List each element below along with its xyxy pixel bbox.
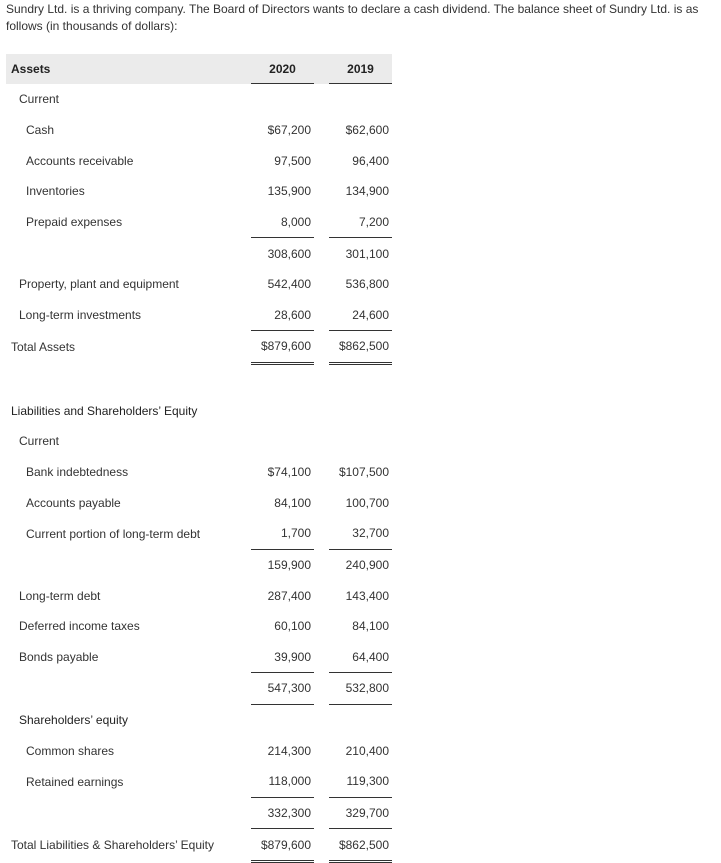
value-2019: 119,300 [329,766,392,797]
row-label: Accounts receivable [26,153,134,168]
row-label: Current portion of long-term debt [26,526,201,541]
value-2020: 159,900 [267,557,311,572]
row-label: Bank indebtedness [26,465,129,479]
value-2019: 32,700 [329,518,392,549]
row-label: Deferred income taxes [19,619,140,634]
value-2019: $62,600 [345,122,389,137]
value-2020: 542,400 [267,277,311,292]
table-row [6,487,392,518]
table-row [6,580,392,611]
value-2020: 287,400 [267,588,311,603]
total-row [6,331,392,364]
value-2020: 1,700 [251,518,314,549]
value-2020: 332,300 [251,797,314,829]
table-row [6,395,392,426]
table-row [6,518,392,549]
value-2020: 308,600 [267,246,311,261]
row-label: Prepaid expenses [26,215,123,230]
row-label: Common shares [26,743,115,758]
value-2019: 7,200 [329,207,392,238]
row-label: Long-term investments [19,308,142,323]
value-2020: 8,000 [251,207,314,238]
total-row [6,829,392,862]
value-2020: 84,100 [274,495,311,510]
row-label: Long-term debt [19,588,101,603]
value-2020: 135,900 [267,184,311,199]
value-2019: 210,400 [345,743,389,758]
value-2019: $862,500 [329,829,392,862]
value-2019: 532,800 [329,673,392,705]
total-assets-label: Total Assets [11,339,76,354]
table-row [6,207,392,238]
value-2020: 60,100 [274,619,311,634]
table-row [6,766,392,797]
table-row [6,426,392,457]
row-label: Property, plant and equipment [19,277,179,292]
equity-section-heading: Shareholders’ equity [19,712,128,727]
table-row [6,611,392,642]
table-row [6,115,392,146]
row-label: Retained earnings [26,774,124,789]
value-2020: $74,100 [267,465,311,479]
subtotal-row [6,797,392,829]
row-label: Cash [26,122,55,137]
value-2020: 39,900 [251,642,314,673]
assets-header: Assets [6,54,247,84]
subtotal-row [6,549,392,580]
value-2019: $107,500 [338,465,389,479]
row-label: Inventories [26,184,85,199]
intro-paragraph: Sundry Ltd. is a thriving company. The Board of Directors wants to declare a cash dividend. The balance sheet of Sundry Ltd. is as follows (in thousands of dollars): [6,2,699,33]
table-row [6,269,392,300]
value-2019: 100,700 [345,495,389,510]
value-2019: 329,700 [329,797,392,829]
value-2020: 547,300 [251,673,314,705]
table-row [6,642,392,673]
value-2019: 96,400 [352,153,389,168]
value-2019: 24,600 [329,299,392,330]
value-2019: 240,900 [345,557,389,572]
value-2020: 28,600 [251,299,314,330]
table-row [6,735,392,766]
year-2020-header: 2020 [251,54,314,84]
row-label: Bonds payable [19,650,99,665]
balance-sheet-table [6,54,392,863]
value-2019: 143,400 [345,588,389,603]
subtotal-row [6,238,392,269]
table-row [6,704,392,735]
value-2020: $879,600 [251,829,314,862]
table-row [6,299,392,330]
liabilities-current-label: Current [19,434,60,449]
grand-total-label: Total Liabilities & Shareholders’ Equity [11,838,214,853]
subtotal-row [6,673,392,705]
value-2019: $862,500 [329,331,392,364]
value-2019: 134,900 [345,184,389,199]
row-label: Accounts payable [26,495,121,510]
assets-current-label: Current [19,92,60,107]
value-2020: 97,500 [274,153,311,168]
liabilities-section-heading: Liabilities and Shareholders’ Equity [11,403,198,418]
table-row [6,457,392,488]
spacer-row [6,363,392,395]
table-header-row [6,54,392,84]
table-row [6,176,392,207]
value-2019: 84,100 [352,619,389,634]
value-2020: 118,000 [251,766,314,797]
year-2019-header: 2019 [329,54,392,84]
value-2019: 64,400 [329,642,392,673]
value-2020: $67,200 [267,122,311,137]
table-row [6,84,392,115]
value-2019: 301,100 [345,246,389,261]
value-2020: 214,300 [267,743,311,758]
value-2020: $879,600 [251,331,314,364]
table-row [6,145,392,176]
value-2019: 536,800 [345,277,389,292]
